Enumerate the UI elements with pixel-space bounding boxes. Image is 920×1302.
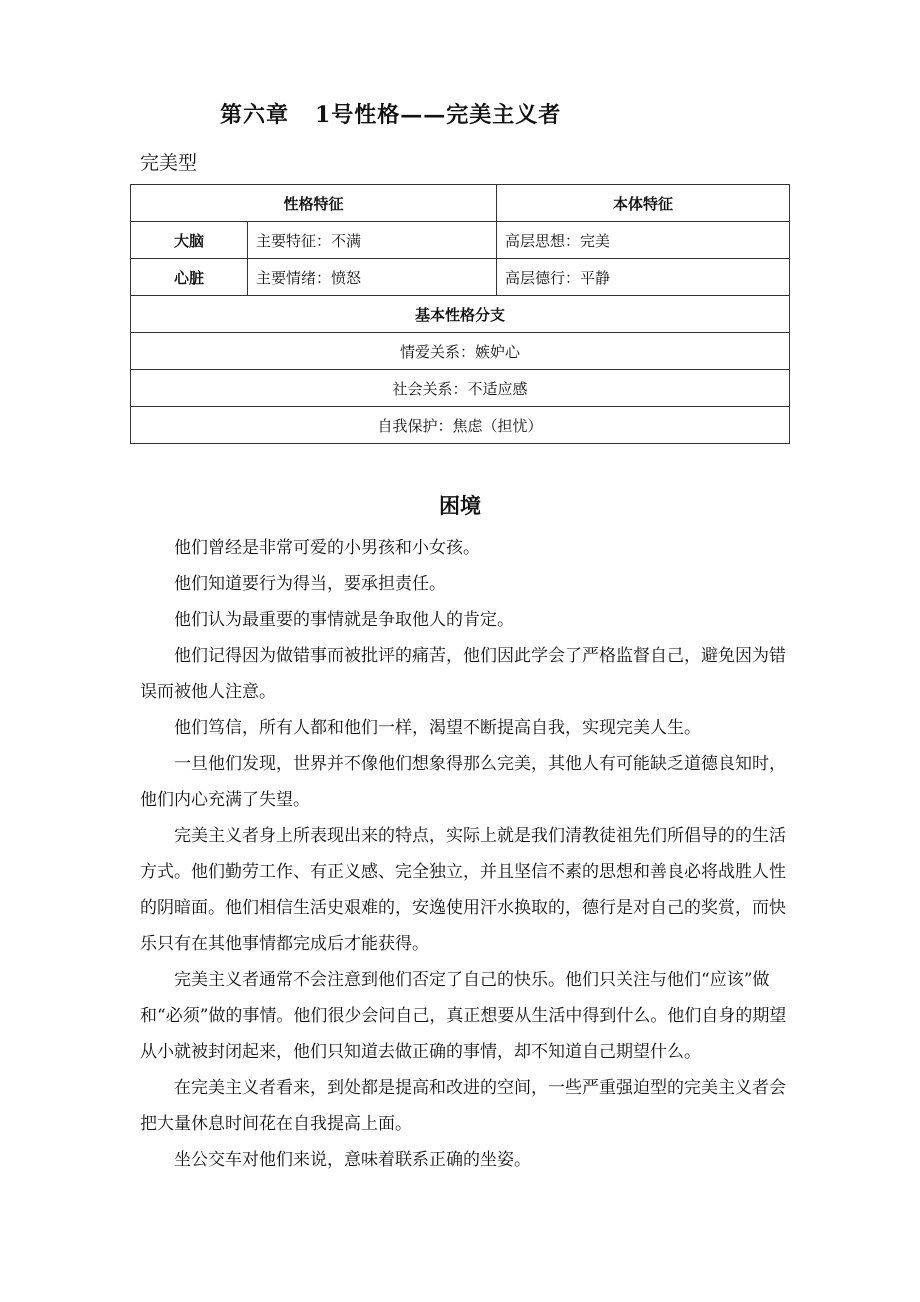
paragraph: 一旦他们发现，世界并不像他们想象得那么完美，其他人有可能缺乏道德良知时，他们内心充满了失望。 [140, 754, 786, 810]
table-row [131, 296, 790, 333]
table-row [131, 370, 790, 407]
branch-header: 基本性格分支 [131, 296, 790, 333]
paragraph: 他们曾经是非常可爱的小男孩和小女孩。 [174, 538, 480, 558]
row-label-heart: 心脏 [131, 259, 248, 296]
section-title: 困境 [439, 493, 481, 518]
paragraph: 完美主义者身上所表现出来的特点，实际上就是我们清教徒祖先们所倡导的的生活方式。他们勤劳工作、有正义感、完全独立，并且坚信不素的思想和善良必将战胜人性的阴暗面。他们相信生活史艰难的，安逸使用汗水换取的，德行是对自己的奖赏，而快乐只有在其他事情都完成后才能获得。 [140, 826, 786, 954]
branch-social: 社会关系：不适应感 [131, 370, 790, 407]
branch-self-protection: 自我保护：焦虑（担忧） [131, 407, 790, 444]
traits-table [130, 184, 790, 444]
header-personality-traits: 性格特征 [131, 185, 497, 222]
type-label: 完美型 [140, 152, 198, 174]
paragraph: 他们记得因为做错事而被批评的痛苦，他们因此学会了严格监督自己，避免因为错误而被他人注意。 [140, 646, 786, 702]
paragraph: 他们认为最重要的事情就是争取他人的肯定。 [174, 610, 514, 630]
paragraph: 坐公交车对他们来说，意味着联系正确的坐姿。 [174, 1150, 531, 1170]
cell-higher-virtue: 高层德行：平静 [497, 259, 790, 296]
body-text [140, 530, 796, 1178]
paragraph: 他们知道要行为得当，要承担责任。 [174, 574, 446, 594]
cell-main-emotion: 主要情绪：愤怒 [248, 259, 497, 296]
table-header-row [131, 185, 790, 222]
table-row [131, 259, 790, 296]
chapter-title: 第六章 1号性格——完美主义者 [220, 102, 562, 128]
branch-love: 情爱关系：嫉妒心 [131, 333, 790, 370]
paragraph: 在完美主义者看来，到处都是提高和改进的空间，一些严重强迫型的完美主义者会把大量休息时间花在自我提高上面。 [140, 1078, 786, 1134]
paragraph: 他们笃信，所有人都和他们一样，渴望不断提高自我，实现完美人生。 [174, 718, 701, 738]
paragraph: 完美主义者通常不会注意到他们否定了自己的快乐。他们只关注与他们“应该”做和“必须”做的事情。他们很少会问自己，真正想要从生活中得到什么。他们自身的期望从小就被封闭起来，他们只知道去做正确的事情，却不知道自己期望什么。 [140, 970, 787, 1062]
table-row [131, 222, 790, 259]
cell-higher-thought: 高层思想：完美 [497, 222, 790, 259]
header-essence-traits: 本体特征 [497, 185, 790, 222]
cell-main-trait: 主要特征：不满 [248, 222, 497, 259]
row-label-brain: 大脑 [131, 222, 248, 259]
table-row [131, 407, 790, 444]
table-row [131, 333, 790, 370]
